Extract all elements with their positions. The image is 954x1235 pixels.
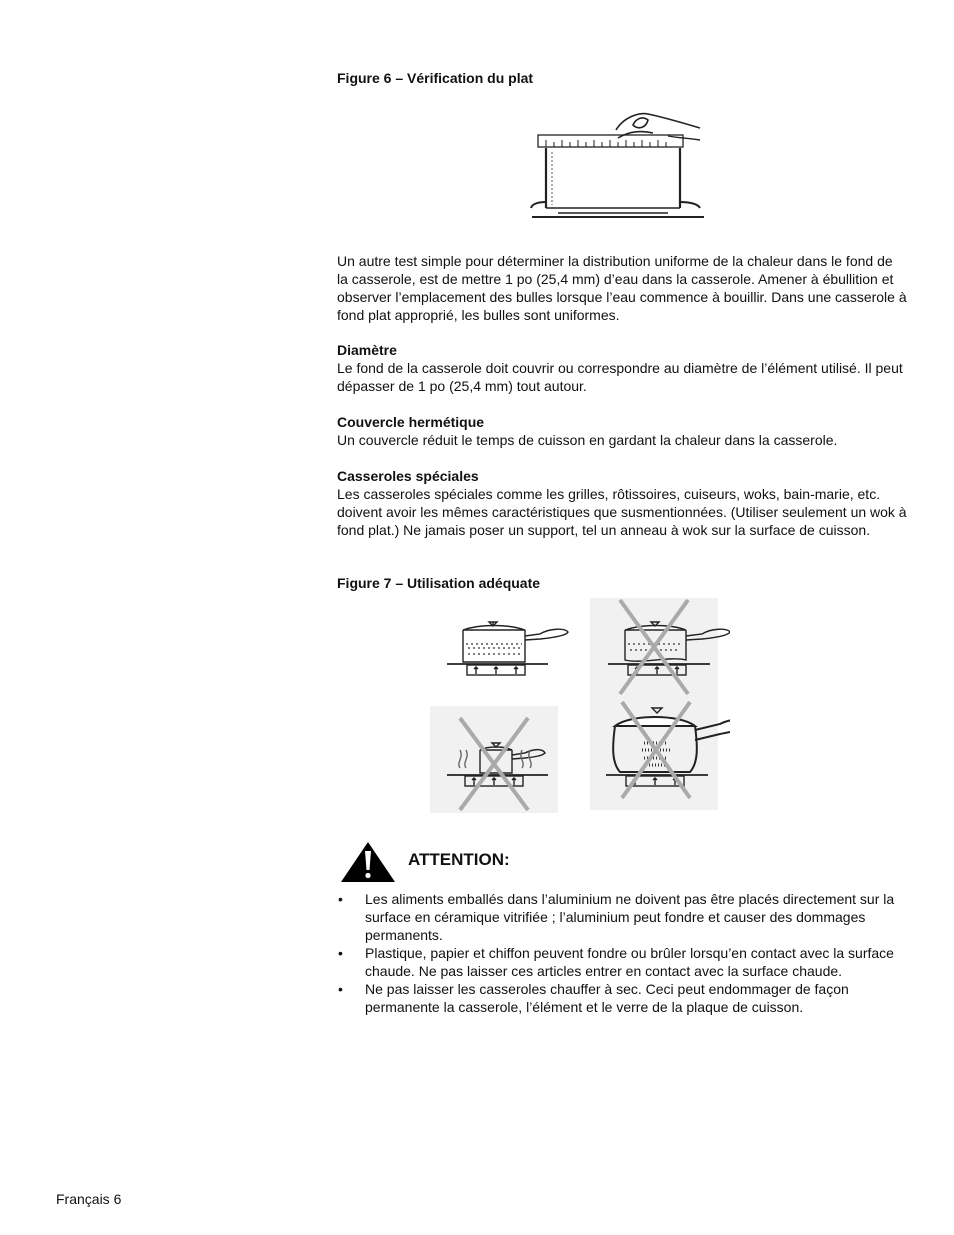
pan-correct — [447, 622, 568, 675]
section-body: Un couvercle réduit le temps de cuisson en gardant la chaleur dans la casserole. — [337, 432, 838, 448]
figure6-caption: Figure 6 – Vérification du plat — [337, 70, 534, 86]
section-casseroles-speciales — [337, 467, 907, 539]
bullet-glyph: • — [338, 891, 343, 907]
section-diametre — [337, 341, 907, 395]
warning-triangle-icon — [340, 841, 396, 883]
section-heading: Casseroles spéciales — [337, 468, 479, 484]
list-item — [337, 890, 907, 944]
bullet-glyph: • — [338, 945, 343, 961]
section-body: Le fond de la casserole doit couvrir ou correspondre au diamètre de l’élément utilisé. Il peut dépasser de 1 po (25,4 mm) tout autour. — [337, 360, 903, 394]
section-body: Les casseroles spéciales comme les grilles, rôtissoires, cuiseurs, woks, bain-marie, etc. doivent avoir les mêmes caractéristiques que susmentionnées. (Utiliser seulement un wok à fond plat.) Ne jamais poser un support, tel un anneau à wok sur la surface de cuisson. — [337, 486, 907, 538]
section-couvercle — [337, 413, 907, 449]
bullet-glyph: • — [338, 981, 343, 997]
figure7-pan-usage-illustration — [430, 598, 730, 813]
list-item-text: Les aliments emballés dans l’aluminium ne doivent pas être placés directement sur la surface en céramique vitrifiée ; l’aluminium peut fondre et causer des dommages permanents. — [365, 891, 895, 943]
figure6-ruler-pan-illustration — [528, 100, 708, 225]
list-item — [337, 944, 907, 980]
figure7-caption: Figure 7 – Utilisation adéquate — [337, 575, 541, 591]
page-footer: Français 6 — [56, 1191, 122, 1207]
warning-title: ATTENTION: — [408, 850, 510, 869]
intro-paragraph: Un autre test simple pour déterminer la distribution uniforme de la chaleur dans le fond de la casserole, est de mettre 1 po (25,4 mm) d’eau dans la casserole. Amener à ébullition et observer l’emplacement des bulles lorsque l’eau commence à bouillir. Dans une casserole à fond plat approprié, les bulles sont uniformes. — [337, 253, 907, 323]
section-heading: Couvercle hermétique — [337, 414, 485, 430]
list-item — [337, 980, 907, 1016]
section-heading: Diamètre — [337, 342, 397, 358]
warning-list — [337, 890, 907, 1016]
list-item-text: Plastique, papier et chiffon peuvent fondre ou brûler lorsqu’en contact avec la surface chaude. Ne pas laisser ces articles entrer en contact avec la surface chaude. — [365, 945, 894, 979]
list-item-text: Ne pas laisser les casseroles chauffer à sec. Ceci peut endommager de façon permanente la casserole, l’élément et le verre de la plaque de cuisson. — [365, 981, 849, 1015]
